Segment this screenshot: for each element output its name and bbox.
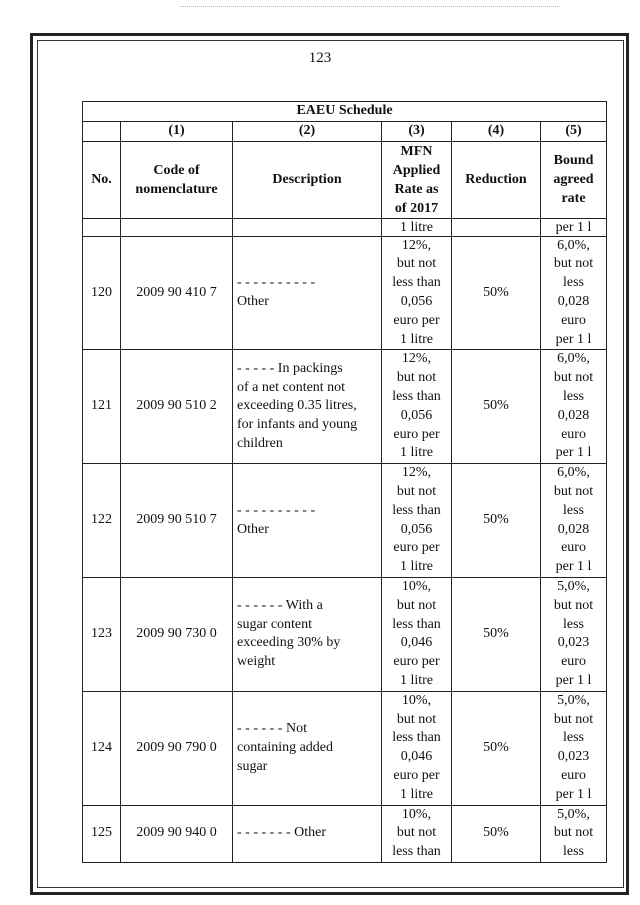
col-num-4: (4) xyxy=(452,121,541,141)
row-no: 123 xyxy=(83,577,121,691)
header-row xyxy=(83,141,607,218)
row-reduction: 50% xyxy=(452,805,541,862)
header-code: Code of nomenclature xyxy=(121,141,233,218)
row-reduction: 50% xyxy=(452,350,541,464)
row-mfn-rate: 10%, but not less than xyxy=(382,805,452,862)
col-num-1: (1) xyxy=(121,121,233,141)
table-row xyxy=(83,350,607,464)
continuation-mfn: 1 litre xyxy=(382,218,452,236)
header-no: No. xyxy=(83,141,121,218)
row-mfn-rate: 10%, but not less than 0,046 euro per 1 litre xyxy=(382,691,452,805)
row-no: 120 xyxy=(83,236,121,350)
table-row xyxy=(83,691,607,805)
row-code: 2009 90 790 0 xyxy=(121,691,233,805)
row-bound-rate: 6,0%, but not less 0,028 euro per 1 l xyxy=(541,464,607,578)
row-description: - - - - - In packings of a net content not exceeding 0.35 litres, for infants and young children xyxy=(233,350,382,464)
row-no: 122 xyxy=(83,464,121,578)
col-num-2: (2) xyxy=(233,121,382,141)
table-row xyxy=(83,236,607,350)
col-num-3: (3) xyxy=(382,121,452,141)
table-row xyxy=(83,805,607,862)
continuation-row xyxy=(83,218,607,236)
column-number-row xyxy=(83,121,607,141)
row-description: - - - - - - - - - - Other xyxy=(233,464,382,578)
page-number: 123 xyxy=(308,50,332,66)
row-mfn-rate: 10%, but not less than 0,046 euro per 1 litre xyxy=(382,577,452,691)
row-mfn-rate: 12%, but not less than 0,056 euro per 1 litre xyxy=(382,350,452,464)
table-body xyxy=(83,236,607,862)
table-title: EAEU Schedule xyxy=(83,102,607,122)
row-reduction: 50% xyxy=(452,464,541,578)
row-code: 2009 90 510 7 xyxy=(121,464,233,578)
row-code: 2009 90 510 2 xyxy=(121,350,233,464)
row-bound-rate: 5,0%, but not less 0,023 euro per 1 l xyxy=(541,577,607,691)
row-no: 121 xyxy=(83,350,121,464)
row-no: 125 xyxy=(83,805,121,862)
row-no: 124 xyxy=(83,691,121,805)
row-description: - - - - - - - - - - Other xyxy=(233,236,382,350)
row-code: 2009 90 410 7 xyxy=(121,236,233,350)
row-bound-rate: 6,0%, but not less 0,028 euro per 1 l xyxy=(541,236,607,350)
row-code: 2009 90 940 0 xyxy=(121,805,233,862)
row-mfn-rate: 12%, but not less than 0,056 euro per 1 litre xyxy=(382,236,452,350)
row-description: - - - - - - With a sugar content exceeding 30% by weight xyxy=(233,577,382,691)
row-description: - - - - - - Not containing added sugar xyxy=(233,691,382,805)
table-row xyxy=(83,577,607,691)
header-bound-rate: Bound agreed rate xyxy=(541,141,607,218)
row-code: 2009 90 730 0 xyxy=(121,577,233,691)
row-bound-rate: 6,0%, but not less 0,028 euro per 1 l xyxy=(541,350,607,464)
row-bound-rate: 5,0%, but not less 0,023 euro per 1 l xyxy=(541,691,607,805)
continuation-bound: per 1 l xyxy=(541,218,607,236)
header-description: Description xyxy=(233,141,382,218)
row-bound-rate: 5,0%, but not less xyxy=(541,805,607,862)
col-num-blank xyxy=(83,121,121,141)
row-reduction: 50% xyxy=(452,577,541,691)
header-reduction: Reduction xyxy=(452,141,541,218)
row-reduction: 50% xyxy=(452,691,541,805)
row-mfn-rate: 12%, but not less than 0,056 euro per 1 litre xyxy=(382,464,452,578)
row-reduction: 50% xyxy=(452,236,541,350)
table-row xyxy=(83,464,607,578)
col-num-5: (5) xyxy=(541,121,607,141)
scan-artifact-line xyxy=(180,6,560,7)
row-description: - - - - - - - Other xyxy=(233,805,382,862)
eaeu-schedule-table xyxy=(82,101,607,863)
header-mfn-rate: MFN Applied Rate as of 2017 xyxy=(382,141,452,218)
